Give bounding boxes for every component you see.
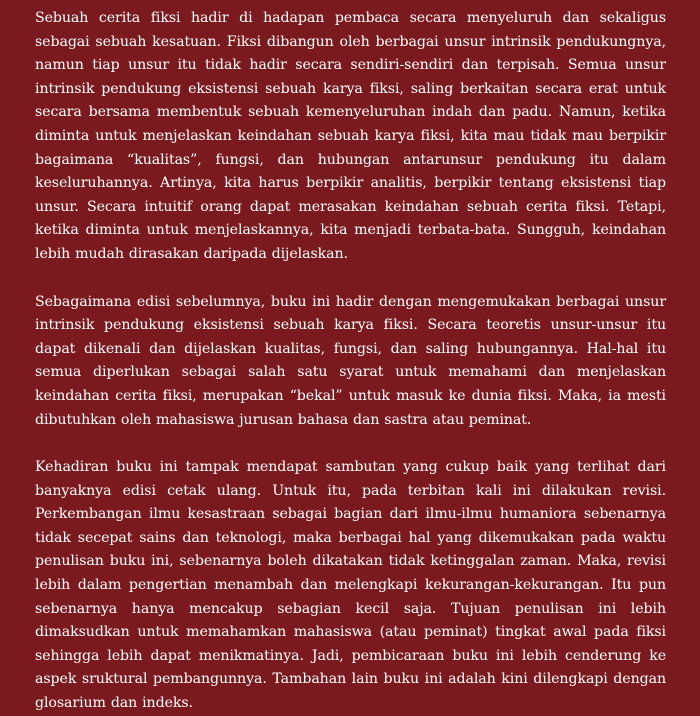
paragraph-2: Sebagaimana edisi sebelumnya, buku ini hadir dengan mengemukakan berbagai unsur intrinsik pendukung eksistensi sebuah karya fiksi. Secara teoretis unsur-unsur itu dapat dikenali dan dijelaskan kualitas, fungsi, dan saling hubungannya. Hal-hal itu semua diperlukan sebagai salah satu syarat untuk memahami dan menjelaskan keindahan cerita fiksi, merupakan “bekal” untuk masuk ke dunia fiksi. Maka, ia mesti dibutuhkan oleh mahasiswa jurusan bahasa dan sastra atau peminat. <box>35 293 666 428</box>
paragraph-3: Kehadiran buku ini tampak mendapat sambutan yang cukup baik yang terlihat dari banyaknya edisi cetak ulang. Untuk itu, pada terbitan kali ini dilakukan revisi. Perkembangan ilmu kesastraan sebagai bagian dari ilmu-ilmu humaniora sebenarnya tidak secepat sains dan teknologi, maka berbagai hal yang dikemukakan pada waktu penulisan buku ini, sebenarnya boleh dikatakan tidak ketinggalan zaman. Maka, revisi lebih dalam pengertian menambah dan melengkapi kekurangan-kekurangan. Itu pun sebenarnya hanya mencakup sebagian kecil saja. Tujuan penulisan ini lebih dimaksudkan untuk memahamkan mahasiswa (atau peminat) tingkat awal pada fiksi sehingga lebih dapat menikmatinya. Jadi, pembicaraan buku ini lebih cenderung ke aspek sruktural pembangunnya. Tambahan lain buku ini adalah kini dilengkapi dengan glosarium dan indeks. <box>35 459 666 712</box>
paragraph-1: Sebuah cerita fiksi hadir di hadapan pembaca secara menyeluruh dan sekaligus sebagai sebuah kesatuan. Fiksi dibangun oleh berbagai unsur intrinsik pendukungnya, namun tiap unsur itu tidak hadir secara sendiri-sendiri dan terpisah. Semua unsur intrinsik pendukung eksistensi sebuah karya fiksi, saling berkaitan secara erat untuk secara bersama membentuk sebuah kemenyeluruhan indah dan padu. Namun, ketika diminta untuk menjelaskan keindahan sebuah karya fiksi, kita mau tidak mau berpikir bagaimana “kualitas”, fungsi, dan hubungan antarunsur pendukung itu dalam keseluruhannya. Artinya, kita harus berpikir analitis, berpikir tentang eksistensi tiap unsur. Secara intuitif orang dapat merasakan keindahan sebuah cerita fiksi. Tetapi, ketika diminta untuk menjelaskannya, kita menjadi terbata-bata. Sungguh, keindahan lebih mudah dirasakan daripada dijelaskan. <box>35 10 666 262</box>
